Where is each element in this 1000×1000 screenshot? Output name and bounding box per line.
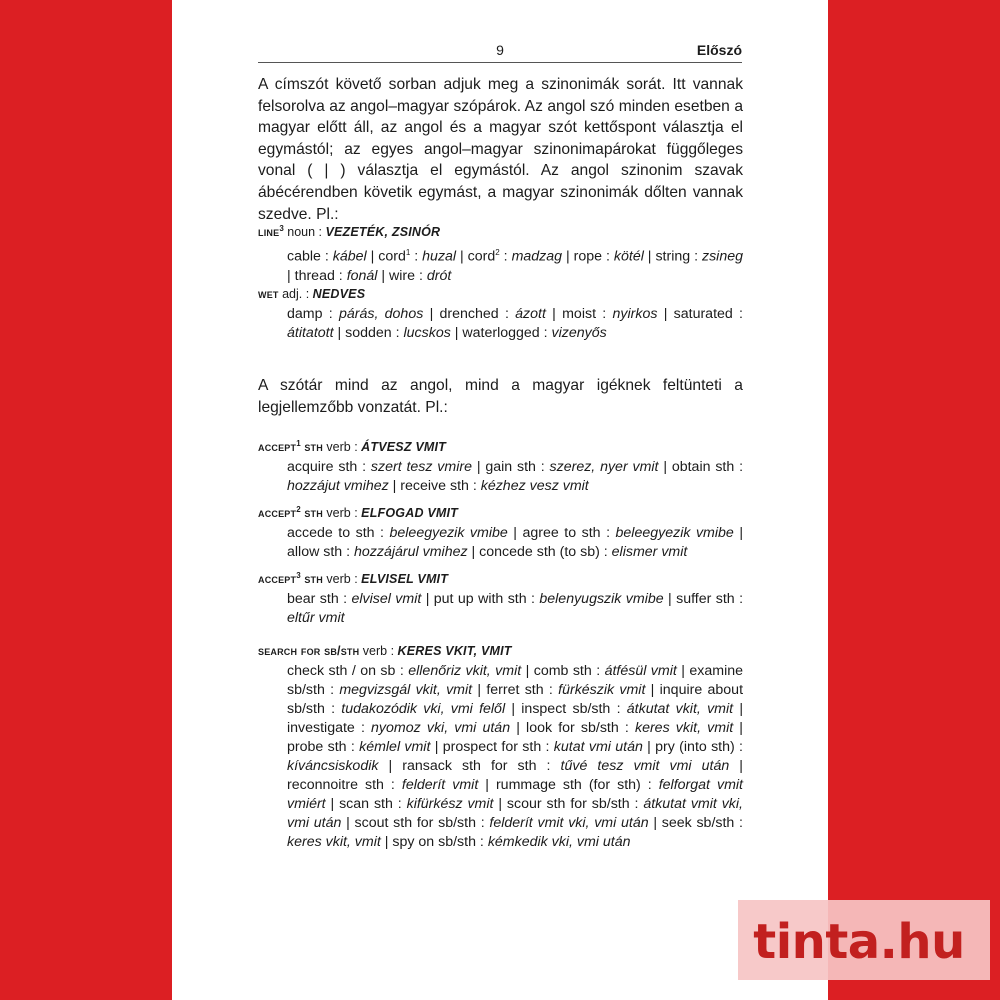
headword: accept (258, 440, 297, 455)
part-of-speech: noun : (283, 225, 326, 240)
headword-meaning: NEDVES (312, 287, 366, 301)
headword: accept (258, 506, 297, 521)
dictionary-entry-search-for (258, 643, 743, 852)
part-of-speech: verb : (322, 506, 362, 521)
headword-meaning: ÁTVESZ VMIT (361, 440, 446, 455)
dictionary-entry-line (258, 220, 743, 286)
entry-headword-line (258, 501, 743, 522)
book-page (172, 0, 828, 1000)
headword-object: sth (300, 572, 323, 587)
part-of-speech: adj. : (278, 287, 313, 301)
headword: line (258, 225, 280, 240)
intro-paragraph-1: A címszót követő sorban adjuk meg a szinonimák sorát. Itt vannak felsorolva az angol–magyar szópárok. Az angol szó minden esetben a magyar előtt áll, az angol és a magyar szót kettőspont választja el egymástól; az egyes angol–magyar szinonimapárokat függőleges vonal ( | ) választja el egymástól. Az angol szinonim szavak ábécérendben követik egymást, a magyar szinonimák dőlten vannak szedve. Pl.: (258, 76, 743, 223)
part-of-speech: verb : (359, 644, 398, 658)
dictionary-entry-accept-3 (258, 567, 743, 628)
part-of-speech: verb : (322, 440, 362, 455)
page-header (258, 42, 742, 63)
entry-headword-line (258, 286, 743, 303)
entry-headword-line (258, 567, 743, 588)
headword: wet (258, 287, 279, 301)
synonym-list: acquire sth : szert tesz vmire | gain sth : szerez, nyer vmit | obtain sth : hozzájut vmihez | receive sth : kézhez vesz vmit (287, 459, 744, 495)
headword-meaning: ELFOGAD VMIT (361, 506, 458, 521)
headword-object: sth (300, 440, 323, 455)
headword: accept (258, 572, 297, 587)
synonym-list: check sth / on sb : ellenőriz vkit, vmit | comb sth : átfésül vmit | examine sb/sth : megvizsgál vkit, vmit | ferret sth : fürkészik vmit | inquire about sb/sth : tudakozódik vki, vmi felől | inspect sb/sth : átkutat vkit, vmit | investigate : nyomoz vki, vmi után | look for sb/sth : keres vkit, vmit | probe sth : kémlel vmit | prospect for sth : kutat vmi után | pry (into sth) : kíváncsiskodik | ransack sth for sth : tűvé tesz vmit vmi után | reconnoitre sth : felderít vmit | rummage sth (for sth) : felforgat vmit vmiért | scan sth : kifürkész vmit | scour sth for sb/sth : átkutat vmit vki, vmi után | scout sth for sb/sth : felderít vmit vki, vmi után | seek sb/sth : keres vkit, vmit | spy on sb/sth : kémkedik vki, vmi után (287, 663, 744, 850)
headword-superscript: 3 (279, 224, 284, 233)
headword-meaning: KERES VKIT, VMIT (397, 644, 512, 658)
dictionary-entry-wet (258, 286, 743, 343)
headword-meaning: ELVISEL VMIT (361, 572, 449, 587)
headword-meaning: VEZETÉK, ZSINÓR (325, 225, 441, 240)
running-head: Előszó (696, 42, 742, 58)
headword: search for sb/sth (258, 644, 360, 658)
entry-headword-line (258, 643, 743, 660)
watermark-text: tinta.hu (753, 914, 965, 970)
dictionary-entry-accept-2 (258, 501, 743, 562)
page-number: 9 (496, 42, 504, 58)
part-of-speech: verb : (322, 572, 362, 587)
entry-headword-line (258, 435, 743, 456)
synonym-list: cable : kábel | cord$^1$ : huzal | cord$^2$ : madzag | rope : kötél | string : zsineg | thread : fonál | wire : drót (287, 248, 743, 284)
synonym-list: bear sth : elvisel vmit | put up with sth : belenyugszik vmibe | suffer sth : eltűr vmit (287, 591, 744, 627)
synonym-list: damp : párás, dohos | drenched : ázott | moist : nyirkos | saturated : átitatott | sodden : lucskos | waterlogged : vizenyős (287, 306, 743, 341)
headword-superscript: 2 (296, 505, 301, 514)
watermark (738, 900, 990, 980)
headword-superscript: 3 (296, 571, 301, 580)
entry-headword-line (258, 220, 743, 241)
headword-superscript: 1 (296, 439, 301, 448)
intro-paragraph-2: A szótár mind az angol, mind a magyar igéknek feltünteti a legjellemzőbb vonzatát. Pl.: (258, 377, 743, 416)
synonym-list: accede to sth : beleegyezik vmibe | agree to sth : beleegyezik vmibe | allow sth : hozzájárul vmihez | concede sth (to sb) : elismer vmit (287, 525, 744, 561)
headword-object: sth (300, 506, 323, 521)
dictionary-entry-accept-1 (258, 435, 743, 496)
